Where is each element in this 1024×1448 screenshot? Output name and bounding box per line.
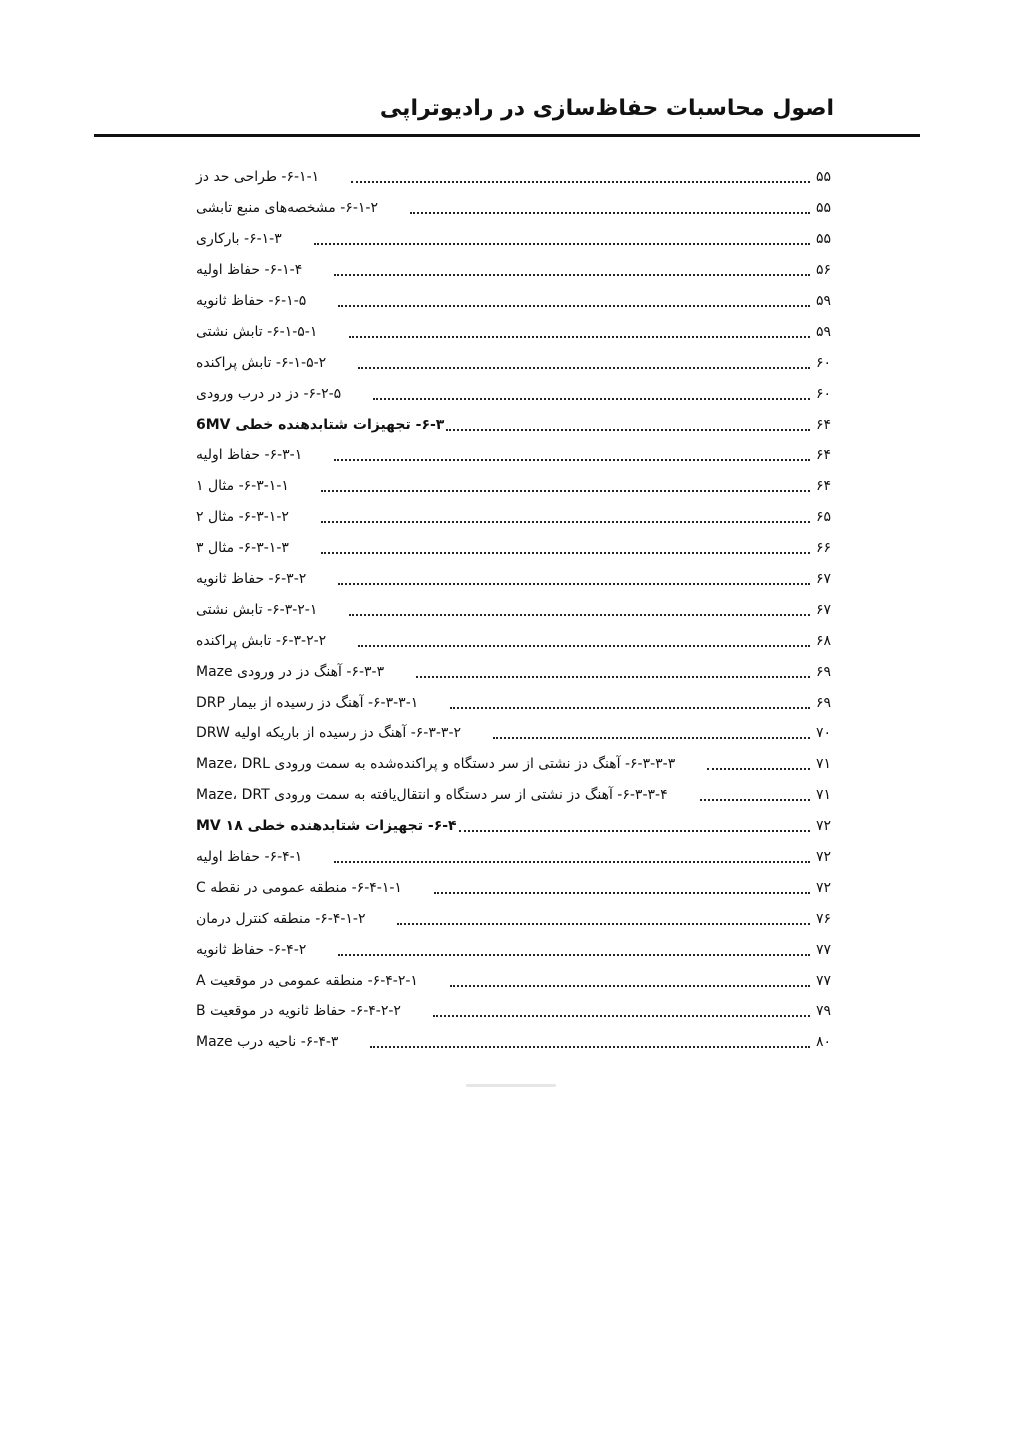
toc-entry-page-number: ۵۹: [816, 293, 832, 309]
toc-entry-title: ۶-۴-۲- حفاظ ثانویه: [196, 941, 307, 958]
page-indicator: [466, 1084, 556, 1087]
table-of-contents: [196, 162, 836, 1058]
toc-dot-leader: [397, 923, 810, 925]
toc-dot-leader: [334, 459, 810, 461]
toc-entry-page-number: ۶۰: [816, 385, 832, 402]
header-rule: [94, 134, 920, 137]
toc-entry-page-number: ۶۷: [816, 601, 832, 618]
toc-dot-leader: [433, 1015, 810, 1017]
toc-dot-leader: [700, 799, 810, 801]
toc-entry-page-number: ۸۰: [816, 1034, 832, 1051]
toc-entry-page-number: ۷۱: [816, 756, 832, 773]
toc-entry[interactable]: [196, 224, 836, 255]
toc-entry[interactable]: [196, 193, 836, 224]
toc-entry[interactable]: [196, 409, 836, 440]
toc-entry-page-number: ۶۵: [816, 509, 832, 526]
toc-entry[interactable]: [196, 656, 836, 687]
toc-entry[interactable]: [196, 687, 836, 718]
toc-entry[interactable]: [196, 440, 836, 471]
toc-dot-leader: [338, 954, 810, 956]
toc-entry[interactable]: [196, 811, 836, 842]
toc-entry-title: ۶-۱-۴- حفاظ اولیه: [196, 262, 303, 279]
toc-dot-leader: [338, 583, 810, 585]
toc-entry[interactable]: [196, 286, 836, 317]
toc-entry-page-number: ۷۰: [816, 725, 832, 742]
toc-dot-leader: [493, 737, 810, 739]
toc-entry-title: ۶-۴-۳- ناحیه درب Maze: [196, 1034, 339, 1051]
toc-dot-leader: [450, 985, 810, 987]
toc-entry-title: ۶-۴-۲-۲- حفاظ ثانویه در موقعیت B: [196, 1003, 401, 1020]
page-header-title: اصول محاسبات حفاظ‌سازی در رادیوتراپی: [379, 96, 834, 121]
toc-dot-leader: [334, 274, 810, 276]
toc-dot-leader: [334, 861, 810, 863]
toc-entry-title: ۶-۳-۲- حفاظ ثانویه: [196, 571, 307, 588]
toc-entry[interactable]: [196, 502, 836, 533]
toc-entry-page-number: ۷۲: [816, 818, 832, 835]
toc-dot-leader: [349, 614, 810, 616]
toc-entry-title: ۶-۴- تجهیزات شتابدهنده خطی ۱۸ MV: [196, 818, 457, 835]
toc-entry-page-number: ۶۷: [816, 571, 832, 588]
toc-entry-title: ۶-۱-۱- طراحی حد دز: [196, 169, 320, 186]
toc-dot-leader: [434, 892, 810, 894]
toc-entry[interactable]: [196, 255, 836, 286]
toc-entry-title: ۶-۴-۱- حفاظ اولیه: [196, 849, 303, 866]
toc-entry-page-number: ۷۲: [816, 849, 832, 866]
toc-entry[interactable]: [196, 965, 836, 996]
toc-entry-page-number: ۷۷: [816, 972, 832, 989]
toc-entry[interactable]: [196, 996, 836, 1027]
toc-dot-leader: [349, 336, 810, 338]
toc-entry-title: ۶-۳-۲-۱- تابش نشتی: [196, 601, 318, 618]
toc-entry-page-number: ۷۱: [816, 787, 832, 804]
toc-entry-title: ۶-۱-۵-۲- تابش پراکنده: [196, 354, 327, 371]
toc-entry-page-number: ۷۲: [816, 879, 832, 896]
toc-entry[interactable]: [196, 1027, 836, 1058]
toc-entry-page-number: ۵۶: [816, 262, 832, 279]
toc-entry-page-number: ۵۵: [816, 200, 832, 217]
toc-entry-title: ۶-۴-۱-۱- منطقه عمومی در نقطه C: [196, 879, 402, 896]
toc-dot-leader: [446, 429, 810, 431]
toc-entry-page-number: ۶۹: [816, 663, 832, 680]
toc-entry-title: ۶-۳-۳-۲- آهنگ دز رسیده از باریکه اولیه DRW: [196, 725, 462, 742]
toc-entry-title: ۶-۳- تجهیزات شتابدهنده خطی 6MV: [196, 416, 445, 433]
toc-dot-leader: [373, 398, 810, 400]
toc-dot-leader: [338, 305, 810, 307]
toc-entry-title: ۶-۳-۱- حفاظ اولیه: [196, 447, 303, 464]
toc-entry-title: ۶-۳-۳-۴- آهنگ دز نشتی از سر دستگاه و انتقال‌یافته به سمت ورودی Maze، DRT: [196, 787, 668, 804]
toc-entry-page-number: ۶۰: [816, 354, 832, 371]
toc-dot-leader: [321, 521, 810, 523]
toc-entry-page-number: ۶۴: [816, 478, 832, 495]
toc-entry[interactable]: [196, 749, 836, 780]
toc-entry-title: ۶-۱-۵-۱- تابش نشتی: [196, 323, 318, 340]
toc-entry-title: ۶-۱-۵- حفاظ ثانویه: [196, 293, 307, 309]
toc-dot-leader: [314, 243, 810, 245]
toc-dot-leader: [459, 830, 810, 832]
toc-dot-leader: [450, 707, 810, 709]
toc-entry-title: ۶-۳-۳-۳- آهنگ دز نشتی از سر دستگاه و پراکنده‌شده به سمت ورودی Maze، DRL: [196, 756, 676, 773]
toc-entry[interactable]: [196, 564, 836, 595]
toc-entry-title: ۶-۴-۱-۲- منطقه کنترل درمان: [196, 910, 366, 927]
toc-entry[interactable]: [196, 594, 836, 625]
toc-dot-leader: [416, 676, 810, 678]
toc-dot-leader: [321, 490, 810, 492]
toc-entry-title: ۶-۳-۱-۳- مثال ۳: [196, 540, 289, 557]
toc-entry[interactable]: [196, 347, 836, 378]
toc-entry[interactable]: [196, 842, 836, 873]
toc-entry[interactable]: [196, 934, 836, 965]
toc-entry-page-number: ۵۵: [816, 169, 832, 186]
toc-entry[interactable]: [196, 162, 836, 193]
toc-entry-title: ۶-۱-۳- بارکاری: [196, 231, 282, 248]
toc-entry-page-number: ۶۶: [816, 540, 832, 557]
toc-entry-title: ۶-۳-۳-۱- آهنگ دز رسیده از بیمار DRP: [196, 694, 419, 711]
toc-entry-page-number: ۶۹: [816, 694, 832, 711]
toc-entry-page-number: ۶۴: [816, 416, 832, 433]
toc-entry-page-number: ۷۹: [816, 1003, 832, 1020]
toc-entry-title: ۶-۲-۵- دز در درب ورودی: [196, 385, 342, 402]
toc-entry-page-number: ۷۶: [816, 910, 832, 927]
toc-entry[interactable]: [196, 718, 836, 749]
toc-entry[interactable]: [196, 471, 836, 502]
toc-dot-leader: [358, 367, 810, 369]
toc-entry[interactable]: [196, 378, 836, 409]
toc-entry-title: ۶-۳-۲-۲- تابش پراکنده: [196, 632, 327, 649]
toc-entry-title: ۶-۳-۳- آهنگ دز در ورودی Maze: [196, 663, 385, 680]
toc-entry[interactable]: [196, 625, 836, 656]
toc-dot-leader: [707, 768, 810, 770]
toc-entry-page-number: ۷۷: [816, 941, 832, 958]
toc-dot-leader: [370, 1046, 810, 1048]
toc-entry-page-number: ۵۵: [816, 231, 832, 248]
toc-entry-title: ۶-۱-۲- مشخصه‌های منبع تابشی: [196, 200, 378, 217]
toc-dot-leader: [358, 645, 810, 647]
toc-entry[interactable]: [196, 533, 836, 564]
toc-dot-leader: [410, 212, 810, 214]
toc-entry[interactable]: [196, 316, 836, 347]
toc-dot-leader: [351, 181, 810, 183]
toc-entry-page-number: ۶۴: [816, 447, 832, 464]
toc-dot-leader: [321, 552, 810, 554]
toc-entry-title: ۶-۳-۱-۱- مثال ۱: [196, 478, 289, 495]
toc-entry[interactable]: [196, 903, 836, 934]
toc-entry[interactable]: [196, 780, 836, 811]
toc-entry-page-number: ۵۹: [816, 323, 832, 340]
toc-entry[interactable]: [196, 872, 836, 903]
toc-entry-title: ۶-۴-۲-۱- منطقه عمومی در موقعیت A: [196, 972, 418, 989]
toc-entry-title: ۶-۳-۱-۲- مثال ۲: [196, 509, 289, 526]
toc-entry-page-number: ۶۸: [816, 632, 832, 649]
